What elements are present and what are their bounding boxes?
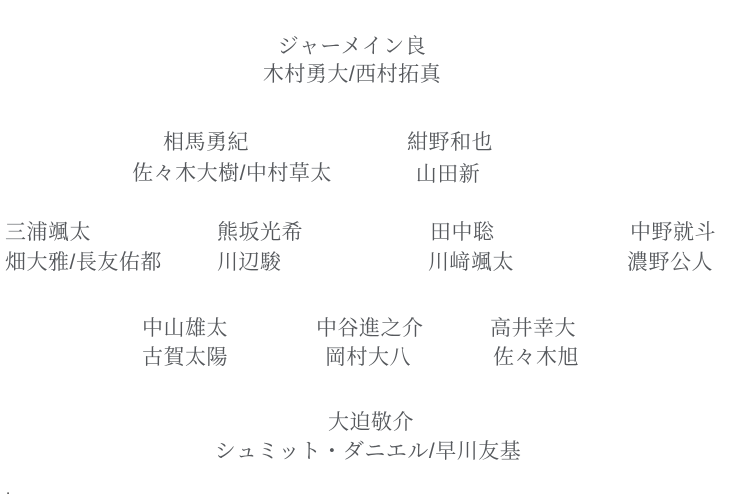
player-left-center-back-backups: 古賀太陽 (142, 346, 228, 369)
player-left-center-back-starter: 中山雄太 (142, 317, 228, 340)
player-goalkeeper-backups: シュミット・ダニエル/早川友基 (214, 440, 522, 463)
player-left-center-mid-backups: 川辺駿 (217, 251, 282, 274)
player-center-back-starter: 中谷進之介 (316, 317, 424, 340)
player-left-mid-backups: 佐々木大樹/中村草太 (132, 162, 332, 185)
player-center-back-backups: 岡村大八 (325, 346, 411, 369)
player-forward-starter: ジャーメイン良 (277, 35, 427, 58)
player-left-center-mid-starter: 熊坂光希 (217, 221, 303, 244)
player-right-back-backups: 濃野公人 (627, 251, 713, 274)
player-goalkeeper-starter: 大迫敬介 (328, 411, 414, 434)
player-left-mid-starter: 相馬勇紀 (163, 131, 249, 154)
player-left-back-backups: 畑大雅/長友佑都 (5, 251, 162, 274)
player-left-back-starter: 三浦颯太 (5, 221, 91, 244)
player-right-center-mid-backups: 川﨑颯太 (428, 251, 514, 274)
player-right-center-mid-starter: 田中聡 (430, 221, 495, 244)
player-right-back-starter: 中野就斗 (630, 221, 716, 244)
player-right-mid-backups: 山田新 (415, 163, 481, 186)
player-right-mid-starter: 紺野和也 (407, 131, 493, 154)
player-forward-backups: 木村勇大/西村拓真 (262, 63, 442, 86)
player-right-center-back-starter: 高井幸大 (490, 317, 576, 340)
player-right-center-back-backups: 佐々木旭 (493, 346, 579, 369)
stray-period-mark: . (6, 481, 11, 498)
